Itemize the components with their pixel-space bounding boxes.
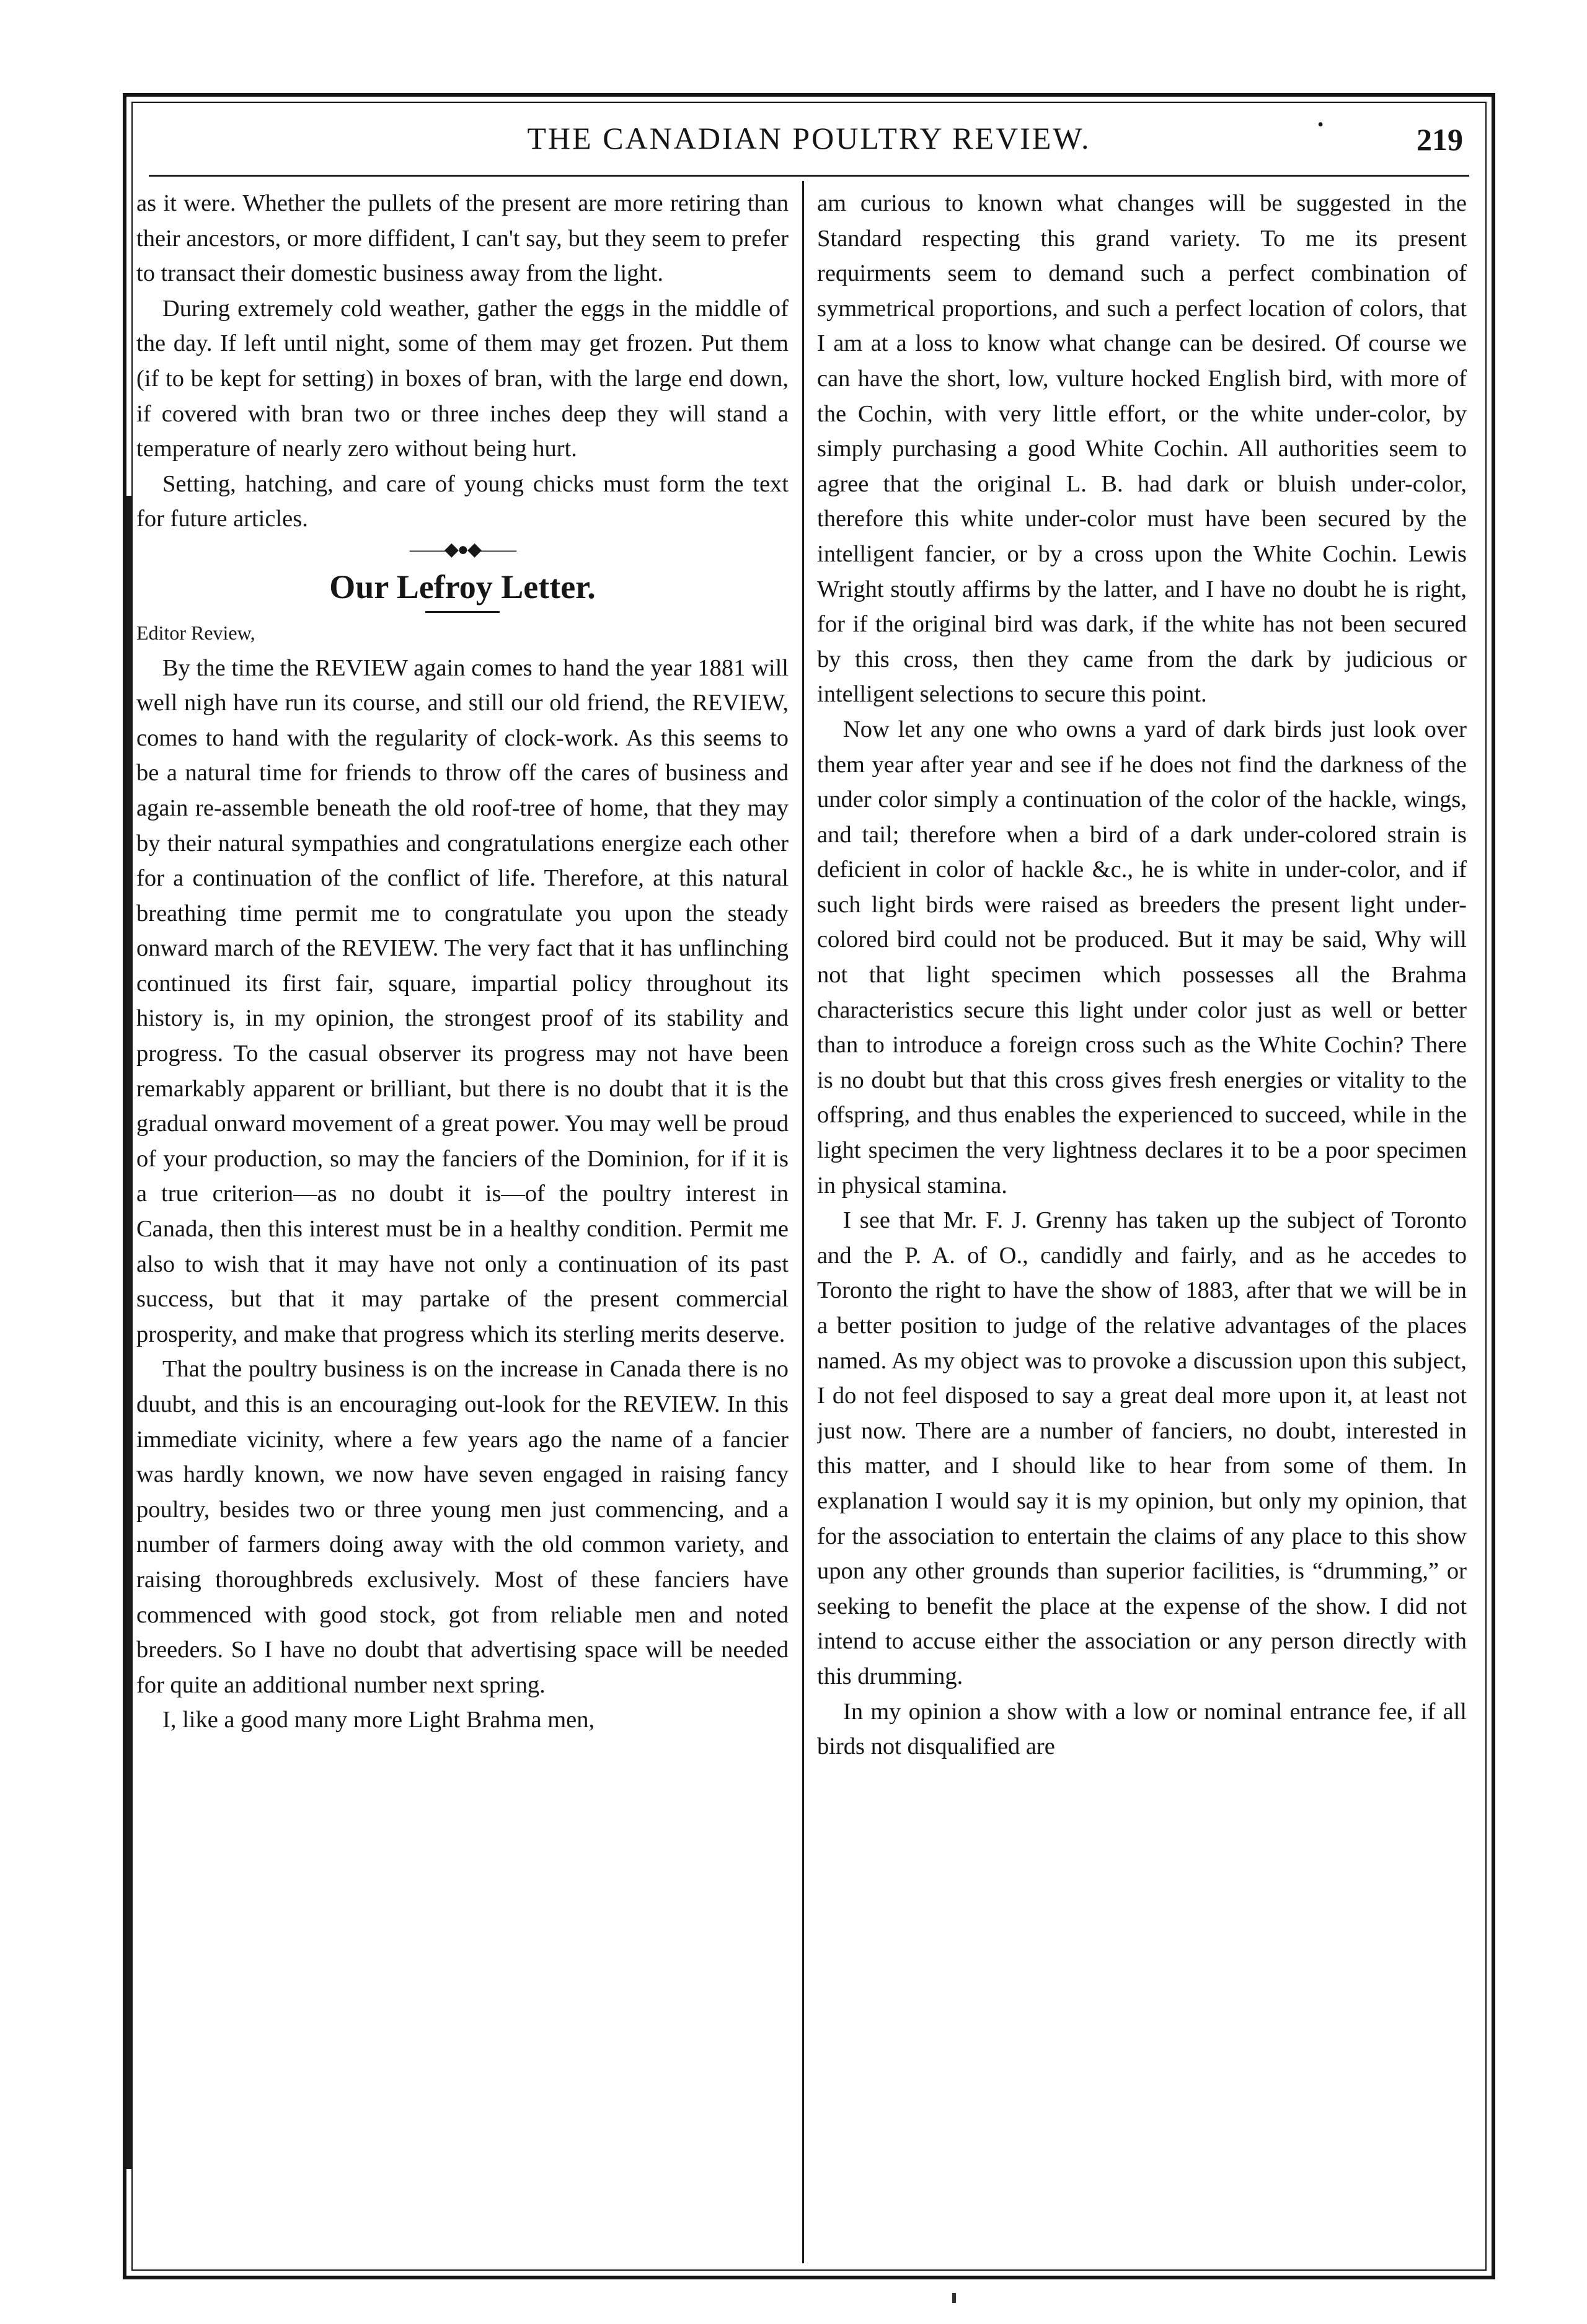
right-column [817, 186, 1467, 2262]
article-paragraph: I, like a good many more Light Brahma men, [162, 1707, 595, 1733]
paragraph: In my opinion a show with a low or nominal entrance fee, if all birds not disqualified are [817, 1698, 1467, 1760]
header-mark: • [1317, 115, 1324, 134]
column-divider [802, 181, 804, 2263]
section-ornament: ——◆●◆—— [409, 539, 516, 560]
left-column [136, 186, 789, 2262]
continued-paragraph: as it were. Whether the pullets of the present are more retiring than their ancestors, or more diffident, I can't say, but they seem to prefer to transact their domestic business away from the light. [136, 190, 789, 287]
article-paragraph: That the poultry business is on the increase in Canada there is no duubt, and this is an encouraging out-look for the REVIEW. In this immediate vicinity, where a few years ago the name of a fancier was hardly known, we now have seven engaged in raising fancy poultry, besides two or three young men just commencing, and a number of farmers doing away with the old common variety, and raising thoroughbreds exclusively. Most of these fanciers have commenced with good stock, got from reliable men and noted breeders. So I have no doubt that advertising space will be needed for quite an additional number next spring. [136, 1356, 789, 1698]
paragraph: During extremely cold weather, gather the eggs in the middle of the day. If left until night, some of them may get frozen. Put them (if to be kept for setting) in boxes of bran, with the large end down, if covered with bran two or three inches deep they will stand a temperature of nearly zero without being hurt. [136, 295, 789, 462]
article-title: Our Lefroy Letter. [329, 568, 596, 605]
title-rule [425, 611, 500, 613]
header-rule [149, 175, 1469, 177]
paragraph: I see that Mr. F. J. Grenny has taken up the subject of Toronto and the P. A. of O., candidly and fairly, and as he accedes to Toronto the right to have the show of 1883, after that we will be in a better position to judge of the relative advantages of the places named. As my object was to provoke a discussion upon this subject, I do not feel disposed to say a great deal more upon it, at least not just now. There are a number of fanciers, no doubt, interested in this matter, and I should like to hear from some of them. In explanation I would say it is my opinion, but only my opinion, that for the association to entertain the claims of any place to this show upon any other grounds than superior facilities, is “drumming,” or seeking to benefit the place at the expense of the show. I did not intend to accuse either the association or any person directly with this drumming. [817, 1207, 1467, 1689]
running-header [149, 115, 1469, 169]
paragraph: am curious to known what changes will be suggested in the Standard respecting this grand variety. To me its present requirments seem to demand such a perfect combination of symmetrical proportions, and such a perfect location of colors, that I am at a loss to know what change can be desired. Of course we can have the short, low, vulture hocked English bird, with more of the Cochin, with very little effort, or the white under-color, by simply purchasing a good White Cochin. All authorities seem to agree that the original L. B. had dark or bluish under-color, therefore this white under-color must have been secured by the intelligent fancier, or by a cross upon the White Cochin. Lewis Wright stoutly affirms by the latter, and I have no doubt he is right, for if the original bird was dark, if the white has not been secured by this cross, then they came from the dark by judicious or intelligent selections to secure this point. [817, 190, 1467, 708]
paragraph: Setting, hatching, and care of young chicks must form the text for future articles. [136, 470, 789, 532]
salutation: Editor Review, [136, 621, 255, 644]
left-margin-rule [126, 496, 133, 2169]
journal-title: THE CANADIAN POULTRY REVIEW. [527, 121, 1091, 156]
article-paragraph: By the time the REVIEW again comes to hand the year 1881 will well nigh have run its course, and still our old friend, the REVIEW, comes to hand with the regularity of clock-work. As this seems to be a natural time for friends to throw off the cares of business and again re-assemble beneath the old roof-tree of home, that they may by their natural sympathies and congratulations energize each other for a continuation of the conflict of life. Therefore, at this natural breathing time permit me to congratulate you upon the steady onward march of the REVIEW. The very fact that it has unflinching continued its first fair, square, impartial policy throughout its history is, in my opinion, the strongest proof of its stability and progress. To the casual observer its progress may not have been remarkably apparent or brilliant, but there is no doubt that it is the gradual onward movement of a great power. You may well be proud of your production, so may the fanciers of the Dominion, for if it is a true criterion—as no doubt it is—of the poultry interest in Canada, then this interest must be in a healthy condition. Permit me also to wish that it may have not only a continuation of its past success, but that it may partake of the present commercial prosperity, and make that progress which its sterling merits deserve. [136, 654, 789, 1347]
bottom-mark [952, 2293, 956, 2303]
page-number: 219 [1417, 122, 1463, 157]
paragraph: Now let any one who owns a yard of dark birds just look over them year after year and see if he does not find the darkness of the under color simply a continuation of the color of the hackle, wings, and tail; therefore when a bird of a dark under-colored strain is deficient in color of hackle &c., he is white in under-color, and if such light birds were raised as breeders the present light under-colored bird could not be produced. But it may be said, Why will not that light specimen which possesses all the Brahma characteristics secure this light under color just as well or better than to introduce a foreign cross such as the White Cochin? There is no doubt but that this cross gives fresh energies or vitality to the offspring, and thus enables the experienced to succeed, while in the light specimen the very lightness declares it to be a poor specimen in physical stamina. [817, 716, 1467, 1199]
